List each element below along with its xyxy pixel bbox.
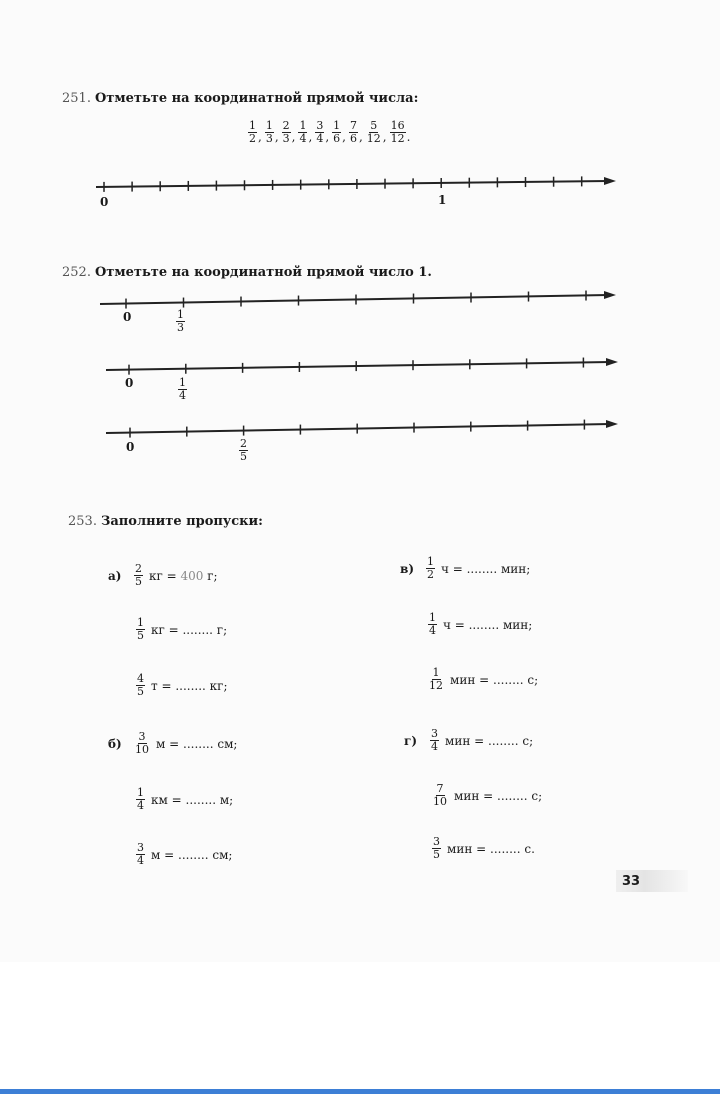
exercise-row: [428, 612, 532, 637]
fraction: $\frac{3}{5}$: [433, 835, 440, 861]
separator: ,: [325, 129, 330, 144]
arrow-head: [606, 420, 618, 428]
fraction: $\frac{1}{2}$: [427, 555, 434, 581]
fraction: $\frac{1}{4}$: [429, 611, 436, 637]
fraction: $\frac{5}{12}$: [366, 119, 381, 145]
fraction-list: [248, 120, 413, 145]
fraction: $\frac{1}{12}$: [429, 666, 443, 692]
fraction: $\frac{1}{5}$: [137, 616, 144, 642]
task-251-title: [62, 91, 418, 106]
zero-label: 0: [126, 440, 135, 454]
fraction: $\frac{7}{6}$: [349, 119, 357, 145]
exercise-row: [432, 783, 542, 808]
exercise-row: [136, 787, 233, 812]
filled-answer: 400: [180, 568, 204, 583]
item-letter: а): [108, 568, 122, 583]
equation-text: ч = ........ мин;: [441, 561, 531, 576]
task-252-title: [62, 265, 432, 280]
item-letter: в): [400, 561, 415, 576]
fraction: $\frac{3}{4}$: [137, 841, 144, 867]
equation-text: кг = 400 г;: [149, 568, 218, 583]
separator: ,: [342, 129, 346, 144]
separator: ,: [308, 129, 313, 144]
exercise-row: [404, 728, 533, 753]
number-line-252-a: [0, 286, 720, 316]
arrow-head: [604, 177, 616, 185]
bottom-bar: [0, 1089, 720, 1094]
fraction: $\frac{4}{5}$: [137, 672, 144, 698]
exercise-row: [400, 556, 530, 581]
fraction: $\frac{7}{10}$: [433, 782, 447, 808]
equation-text: кг = ........ г;: [151, 622, 228, 637]
task-text: Заполните пропуски:: [100, 514, 263, 529]
exercise-row: [428, 667, 538, 692]
fraction: $\frac{1}{4}$: [137, 786, 144, 812]
fraction: $\frac{2}{5}$: [135, 562, 142, 588]
exercise-row: [136, 617, 227, 642]
exercise-row: [136, 673, 227, 698]
exercise-row: [108, 563, 218, 588]
fraction: $\frac{16}{12}$: [390, 119, 405, 145]
axis-line: [106, 362, 610, 370]
axis-line: [100, 295, 608, 304]
task-text: Отметьте на координатной прямой число 1.: [94, 265, 432, 280]
fraction: $\frac{2}{3}$: [282, 119, 290, 145]
fraction: $\frac{3}{10}$: [135, 730, 149, 756]
task-text: Отметьте на координатной прямой числа:: [94, 91, 419, 106]
equation-text: мин = ........ с;: [454, 788, 543, 803]
task-number: 253.: [68, 514, 97, 529]
equation-text: мин = ........ с.: [447, 841, 535, 856]
tick-fraction: $\frac{2}{5}$: [240, 437, 247, 463]
fraction: $\frac{1}{2}$: [249, 119, 256, 145]
task-253-title: [68, 514, 263, 529]
exercise-row: [108, 731, 237, 756]
number-line-252-c: [0, 418, 720, 448]
equation-text: м = ........ см;: [151, 847, 233, 862]
exercise-row: [136, 842, 232, 867]
fraction: $\frac{3}{4}$: [431, 727, 438, 753]
fraction: $\frac{1}{6}$: [333, 119, 341, 145]
item-letter: б): [108, 736, 122, 751]
task-number: 251.: [62, 91, 91, 106]
axis-line: [96, 181, 608, 187]
axis-line: [106, 424, 610, 433]
zero-label: 0: [125, 376, 134, 390]
equation-text: м = ........ см;: [156, 736, 238, 751]
separator: ,: [291, 129, 296, 144]
one-label: 1: [438, 193, 447, 207]
fraction: $\frac{1}{3}$: [265, 119, 273, 145]
arrow-head: [604, 291, 616, 299]
separator: ,: [274, 129, 279, 144]
arrow-head: [606, 358, 618, 366]
fraction: $\frac{3}{4}$: [316, 119, 324, 145]
equation-text: км = ........ м;: [151, 792, 234, 807]
equation-text: т = ........ кг;: [151, 678, 228, 693]
zero-label: 0: [100, 195, 109, 209]
separator: ,: [382, 129, 387, 144]
page-number: 33: [622, 874, 641, 889]
equation-text: мин = ........ с;: [450, 672, 539, 687]
separator: .: [406, 129, 411, 144]
equation-text: мин = ........ с;: [445, 733, 534, 748]
task-number: 252.: [62, 265, 91, 280]
separator: ,: [258, 129, 262, 144]
zero-label: 0: [123, 310, 132, 324]
tick-fraction: $\frac{1}{3}$: [177, 308, 184, 334]
separator: ,: [358, 129, 363, 144]
tick-fraction: $\frac{1}{4}$: [179, 376, 186, 402]
exercise-row: [432, 836, 535, 861]
equation-text: ч = ........ мин;: [443, 617, 533, 632]
fraction: $\frac{1}{4}$: [299, 119, 307, 145]
item-letter: г): [404, 733, 418, 748]
number-line-252-b: [0, 355, 720, 385]
